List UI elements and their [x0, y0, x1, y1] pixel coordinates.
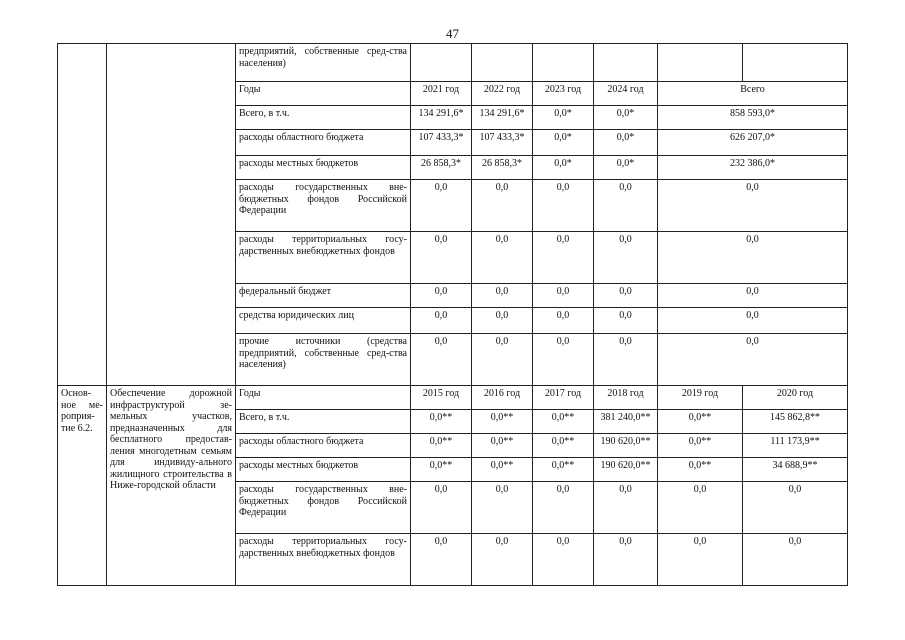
row-label: расходы государственных вне-бюджетных фондов Российской Федерации [236, 482, 411, 534]
cell-value: 0,0 [411, 482, 472, 534]
cell-value: 0,0** [472, 458, 533, 482]
cell-value: 134 291,6* [411, 106, 472, 130]
cell-value: 0,0** [658, 458, 743, 482]
row-label: расходы областного бюджета [236, 434, 411, 458]
cell-value: 190 620,0** [594, 458, 658, 482]
cell-value: 0,0 [743, 534, 848, 586]
row-label: предприятий, собственные сред-ства населения) [236, 44, 411, 82]
row-label: расходы территориальных госу-дарственных внебюджетных фондов [236, 534, 411, 586]
cell-value: 0,0 [533, 334, 594, 386]
row-label: расходы территориальных госу-дарственных внебюджетных фондов [236, 232, 411, 284]
year-header: 2016 год [472, 386, 533, 410]
cell-value: 0,0 [411, 534, 472, 586]
row-label: прочие источники (средства предприятий, собственные сред-ства населения) [236, 334, 411, 386]
budget-table [57, 43, 848, 586]
total-value: 0,0 [658, 334, 848, 386]
cell-value: 0,0** [411, 458, 472, 482]
cell-value: 0,0 [411, 308, 472, 334]
year-header: 2018 год [594, 386, 658, 410]
event-name-cell-empty [107, 44, 236, 386]
cell-value: 0,0** [472, 410, 533, 434]
cell-value: 381 240,0** [594, 410, 658, 434]
cell-value: 0,0** [658, 410, 743, 434]
cell-value: 0,0 [743, 482, 848, 534]
cell-value: 26 858,3* [411, 156, 472, 180]
cell-value: 0,0 [411, 334, 472, 386]
year-header: 2017 год [533, 386, 594, 410]
total-value: 626 207,0* [658, 130, 848, 156]
cell-value: 0,0 [594, 180, 658, 232]
year-header: 2019 год [658, 386, 743, 410]
cell-value: 0,0 [472, 284, 533, 308]
total-header: Всего [658, 82, 848, 106]
total-value: 858 593,0* [658, 106, 848, 130]
cell-value: 111 173,9** [743, 434, 848, 458]
row-label: расходы областного бюджета [236, 130, 411, 156]
cell-value: 107 433,3* [472, 130, 533, 156]
total-value: 0,0 [658, 180, 848, 232]
cell-value: 0,0** [411, 410, 472, 434]
cell-value: 0,0 [411, 284, 472, 308]
cell-value: 145 862,8** [743, 410, 848, 434]
year-header: 2021 год [411, 82, 472, 106]
cell-value: 0,0 [472, 232, 533, 284]
year-header: 2015 год [411, 386, 472, 410]
page-number: 47 [446, 26, 459, 41]
event-number: Основ-ное ме-роприя-тие 6.2. [58, 386, 107, 586]
cell-value: 0,0 [594, 482, 658, 534]
cell-value: 0,0 [472, 534, 533, 586]
cell-value: 0,0 [411, 180, 472, 232]
cell-value: 0,0 [472, 482, 533, 534]
total-value: 0,0 [658, 284, 848, 308]
table-header-row [58, 386, 848, 410]
cell-value: 0,0** [472, 434, 533, 458]
event-number-cell-empty [58, 44, 107, 386]
year-header: 2022 год [472, 82, 533, 106]
year-header: 2023 год [533, 82, 594, 106]
total-value: 0,0 [658, 308, 848, 334]
cell-value: 0,0 [533, 180, 594, 232]
cell-value: 134 291,6* [472, 106, 533, 130]
cell-value: 0,0 [472, 334, 533, 386]
cell-value: 0,0* [533, 106, 594, 130]
cell-value: 0,0* [594, 156, 658, 180]
cell-value: 0,0 [533, 284, 594, 308]
cell-value: 0,0 [472, 180, 533, 232]
cell-value: 0,0** [533, 410, 594, 434]
row-label: расходы местных бюджетов [236, 458, 411, 482]
cell-value: 0,0 [594, 334, 658, 386]
cell-value: 0,0 [533, 534, 594, 586]
year-header: 2024 год [594, 82, 658, 106]
cell-value: 0,0 [594, 284, 658, 308]
cell-value: 0,0 [533, 232, 594, 284]
cell-value: 0,0 [594, 232, 658, 284]
cell-value: 0,0** [411, 434, 472, 458]
cell-value: 0,0 [533, 482, 594, 534]
row-label: средства юридических лиц [236, 308, 411, 334]
cell-value: 0,0* [533, 130, 594, 156]
cell-value: 107 433,3* [411, 130, 472, 156]
years-label: Годы [236, 82, 411, 106]
year-header: 2020 год [743, 386, 848, 410]
total-value: 0,0 [658, 232, 848, 284]
years-label: Годы [236, 386, 411, 410]
total-value: 232 386,0* [658, 156, 848, 180]
cell-value: 0,0 [594, 308, 658, 334]
cell-value: 0,0** [533, 434, 594, 458]
cell-value: 34 688,9** [743, 458, 848, 482]
row-label: расходы местных бюджетов [236, 156, 411, 180]
row-label: Всего, в т.ч. [236, 106, 411, 130]
cell-value: 0,0* [594, 106, 658, 130]
event-name: Обеспечение дорожной инфраструктурой зе-мельных участков, предназначенных для бесплатного предостав-ления многодетным семьям для индивиду-ального жилищного строительства в Ниже-городской области [107, 386, 236, 586]
cell-value: 0,0** [533, 458, 594, 482]
table-row [58, 44, 848, 82]
cell-value: 0,0* [594, 130, 658, 156]
row-label: Всего, в т.ч. [236, 410, 411, 434]
cell-value: 0,0 [658, 534, 743, 586]
cell-value: 26 858,3* [472, 156, 533, 180]
cell-value: 0,0 [411, 232, 472, 284]
row-label: расходы государственных вне-бюджетных фондов Российской Федерации [236, 180, 411, 232]
row-label: федеральный бюджет [236, 284, 411, 308]
cell-value: 0,0 [658, 482, 743, 534]
cell-value: 0,0** [658, 434, 743, 458]
cell-value: 0,0 [472, 308, 533, 334]
cell-value: 0,0 [533, 308, 594, 334]
cell-value: 0,0 [594, 534, 658, 586]
cell-value: 190 620,0** [594, 434, 658, 458]
cell-value: 0,0* [533, 156, 594, 180]
